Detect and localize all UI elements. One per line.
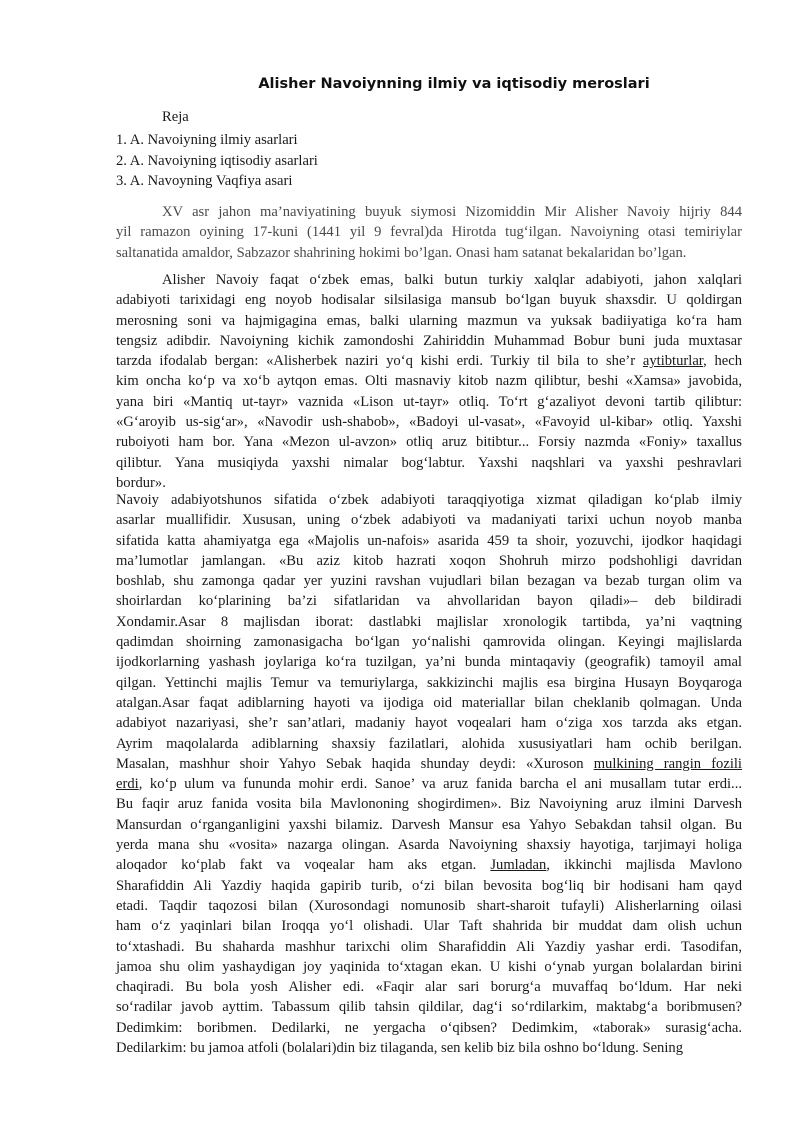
plan-item: 2. A. Navoiyning iqtisodiy asarlari bbox=[116, 152, 318, 169]
text-line: Xondamir.Asar 8 majlisdan iborat: dastlabki majlislar xronologik tartibda, ya’ni vaqtning bbox=[116, 613, 742, 630]
text-line: ruboiyoti ham bor. Yana «Mezon ul-avzon» otliq aruz bitibtur... Forsiy nazmda «Foniy» taxallus bbox=[116, 434, 742, 451]
text-line: adabiyoti tarixidagi eng noyob hodisalar silsilasiga mansub bo‘lgan buyuk shaxsdir. U qoldirgan bbox=[116, 292, 742, 309]
text-line: asarlar muallifidir. Xususan, uning o‘zbek adabiyoti va madaniyati tarixi uchun noyob manba bbox=[116, 512, 742, 529]
text-line: ma’lumotlar jamlangan. «Bu aziz kitob hazrati xoqon Shohruh mirzo podshohligi davridan bbox=[116, 552, 742, 569]
text-line: «G‘aroyib us-sig‘ar», «Navodir ush-shabob», «Badoyi ul-vasat», «Favoyid ul-kibar» otliq. Yaxshi bbox=[116, 414, 742, 431]
text-line: tengsiz adibdir. Navoiyning kichik zamondoshi Zahiriddin Muhammad Bobur buni juda muxtasar bbox=[116, 332, 742, 349]
text-line: saltanatida amaldor, Sabzazor shahrining hokimi bo’lgan. Onasi ham satanat bekalaridan bo’lgan. bbox=[116, 244, 687, 261]
text-line: tarzda ifodalab bergan: «Alisherbek naziri yo‘q kishi erdi. Turkiy til bila to she’r aytibturlar, hech bbox=[116, 353, 742, 370]
paragraph-2 bbox=[116, 490, 742, 1058]
plan-heading: Reja bbox=[162, 109, 189, 125]
text-line: Alisher Navoiy faqat o‘zbek emas, balki butun turkiy xalqlar adabiyoti, jahon xalqlari bbox=[162, 272, 742, 288]
text-line: Sharafiddin Ali Yazdiy haqida gapirib turib, o‘zi bilan bevosita bog‘liq bir hodisani ham qayd bbox=[116, 877, 742, 894]
text-line: qadimdan shoirning zamonasigacha bo‘lgan yo‘nalishi qamrovida olingan. Keyingi majlislarda bbox=[116, 634, 742, 651]
text-line: yerda mana shu «vosita» nazarga olingan. Asarda Navoiyning shaxsiy hayotiga, tarjimayi holiga bbox=[116, 837, 742, 854]
text-line: to‘xtashadi. Bu shaharda mashhur tarixchi olim Sharafiddin Ali Yazdiy yashar erdi. Tasodifan, bbox=[116, 938, 742, 955]
text-line: boshlab, shu zamonga qadar yer yuzini ravshan vujudlari bilan bezagan va bezab turgan olim va bbox=[116, 573, 742, 590]
document-title: Alisher Navoiynning ilmiy va iqtisodiy meroslari bbox=[258, 76, 650, 92]
text-line: erdi, ko‘p ulum va fununda mohir erdi. Sanoe’ va aruz fanida barcha el ani musallam tutar erdi... bbox=[116, 776, 742, 793]
text-line: Mansurdan o‘rganganligini yaxshi bilamiz. Darvesh Mansur esa Yahyo Sebakdan tahsil olgan. Bu bbox=[116, 816, 742, 833]
text-line: XV asr jahon ma’naviyatining buyuk siymosi Nizomiddin Mir Alisher Navoiy hijriy 844 bbox=[162, 204, 742, 220]
plan-item: 1. A. Navoiyning ilmiy asarlari bbox=[116, 132, 298, 148]
text-line: Navoiy adabiyotshunos sifatida o‘zbek adabiyoti taraqqiyotiga xizmat qiladigan ko‘plab ilmiy bbox=[116, 492, 742, 508]
text-line: ijodkorlarning yashash joylariga ko‘ra tuzilgan, ya’ni bunda mintaqaviy (geografik) tamoyil amal bbox=[116, 654, 742, 671]
text-line: yana biri «Mantiq ut-tayr» vaznida «Lison ut-tayr» otliq. To‘rt g‘azaliyot devoni tartib qilibtur: bbox=[116, 393, 742, 410]
text-line: Dedimkim: boribmen. Dedilarki, ne yergacha o‘qibsen? Dedimkim, «taborak» surasig‘acha. bbox=[116, 1019, 742, 1036]
paragraph-1 bbox=[116, 270, 742, 493]
text-line: sifatida katta ahamiyatga ega «Majolis un-nafois» asarida 459 ta shoir, yozuvchi, ijodkor haqidagi bbox=[116, 532, 742, 549]
text-line: so‘radilar javob ayttim. Tabassum qilib tahsin qildilar, dag‘i so‘rdilarkim, maktabg‘a boribmusen? bbox=[116, 999, 742, 1016]
text-line: Bu faqir aruz fanida vosita bila Mavlononing shogirdimen». Biz Navoiyning aruz ilmini Darvesh bbox=[116, 796, 742, 813]
text-line: Dedilarkim: bu jamoa atfoli (bolalari)din biz tilaganda, sen kelib biz bila oshno bo‘ldung. Sening bbox=[116, 1040, 683, 1057]
text-line: atalgan.Asar faqat adiblarning hayoti va ijodiga oid materiallar bilan cheklanib qolmagan. Unda bbox=[116, 694, 742, 711]
text-line: shoirlardan ko‘plarining ba’zi sifatlaridan va ahvollaridan bayon qiladi»– deb bildiradi bbox=[116, 593, 742, 610]
text-line: kim oncha ko‘p va xo‘b aytqon emas. Olti masnaviy kitob nazm qilibtur, beshi «Xamsa» javobida, bbox=[116, 373, 742, 390]
text-line: bordur». bbox=[116, 474, 166, 491]
text-line: jamoa shu olim yashaydigan joy yaqinida to‘xtagan ekan. U kishi o‘ynab yurgan bolalardan birini bbox=[116, 958, 742, 975]
text-line: yil ramazon oyining 17-kuni (1441 yil 9 fevral)da Hirotda tug‘ilgan. Navoiyning otasi temiriylar bbox=[116, 224, 742, 241]
text-line: adabiyot nazariyasi, she’r san’atlari, madaniy hayot voqealari ham o‘ziga xos tarzda aks etgan. bbox=[116, 715, 742, 732]
text-line: chaqiradi. Bu bola yosh Alisher edi. «Faqir alar sari borurg‘a muvaffaq bo‘ldum. Har neki bbox=[116, 979, 742, 996]
text-line: Ayrim maqolalarda adiblarning shaxsiy fazilatlari, alohida xususiyatlari ham ochib berilgan. bbox=[116, 735, 742, 752]
plan-item: 3. A. Navoyning Vaqfiya asari bbox=[116, 173, 293, 189]
text-line: etadi. Taqdir taqozosi bilan (Xurosondagi nomunosib shart-sharoit tufayli) Alisherlarning oilasi bbox=[116, 897, 742, 914]
text-line: Masalan, mashhur shoir Yahyo Sebak haqida shunday deydi: «Xuroson mulkining rangin fozili bbox=[116, 755, 742, 772]
text-line: ham o‘z yaqinlari bilan Iroqqa yo‘l olishadi. Ular Taft shahrida bir muddat dam olish uchun bbox=[116, 918, 742, 935]
plan-list bbox=[116, 130, 318, 192]
text-line: merosning soni va hajmigagina emas, balki ularning mazmun va yuksak badiiyatiga ko‘ra ham bbox=[116, 312, 742, 329]
intro-paragraph bbox=[116, 202, 742, 263]
text-line: aloqador ko‘plab fakt va voqealar ham aks etgan. Jumladan, ikkinchi majlisda Mavlono bbox=[116, 857, 742, 874]
text-line: qilgan. Yettinchi majlis Temur va temuriylarga, sakkizinchi majlis esa birgina Husayn Boyqaroga bbox=[116, 674, 742, 691]
text-line: qilibtur. Yana musiqiyda yaxshi nimalar bog‘labtur. Yaxshi naqshlari va yaxshi peshravlari bbox=[116, 454, 742, 471]
